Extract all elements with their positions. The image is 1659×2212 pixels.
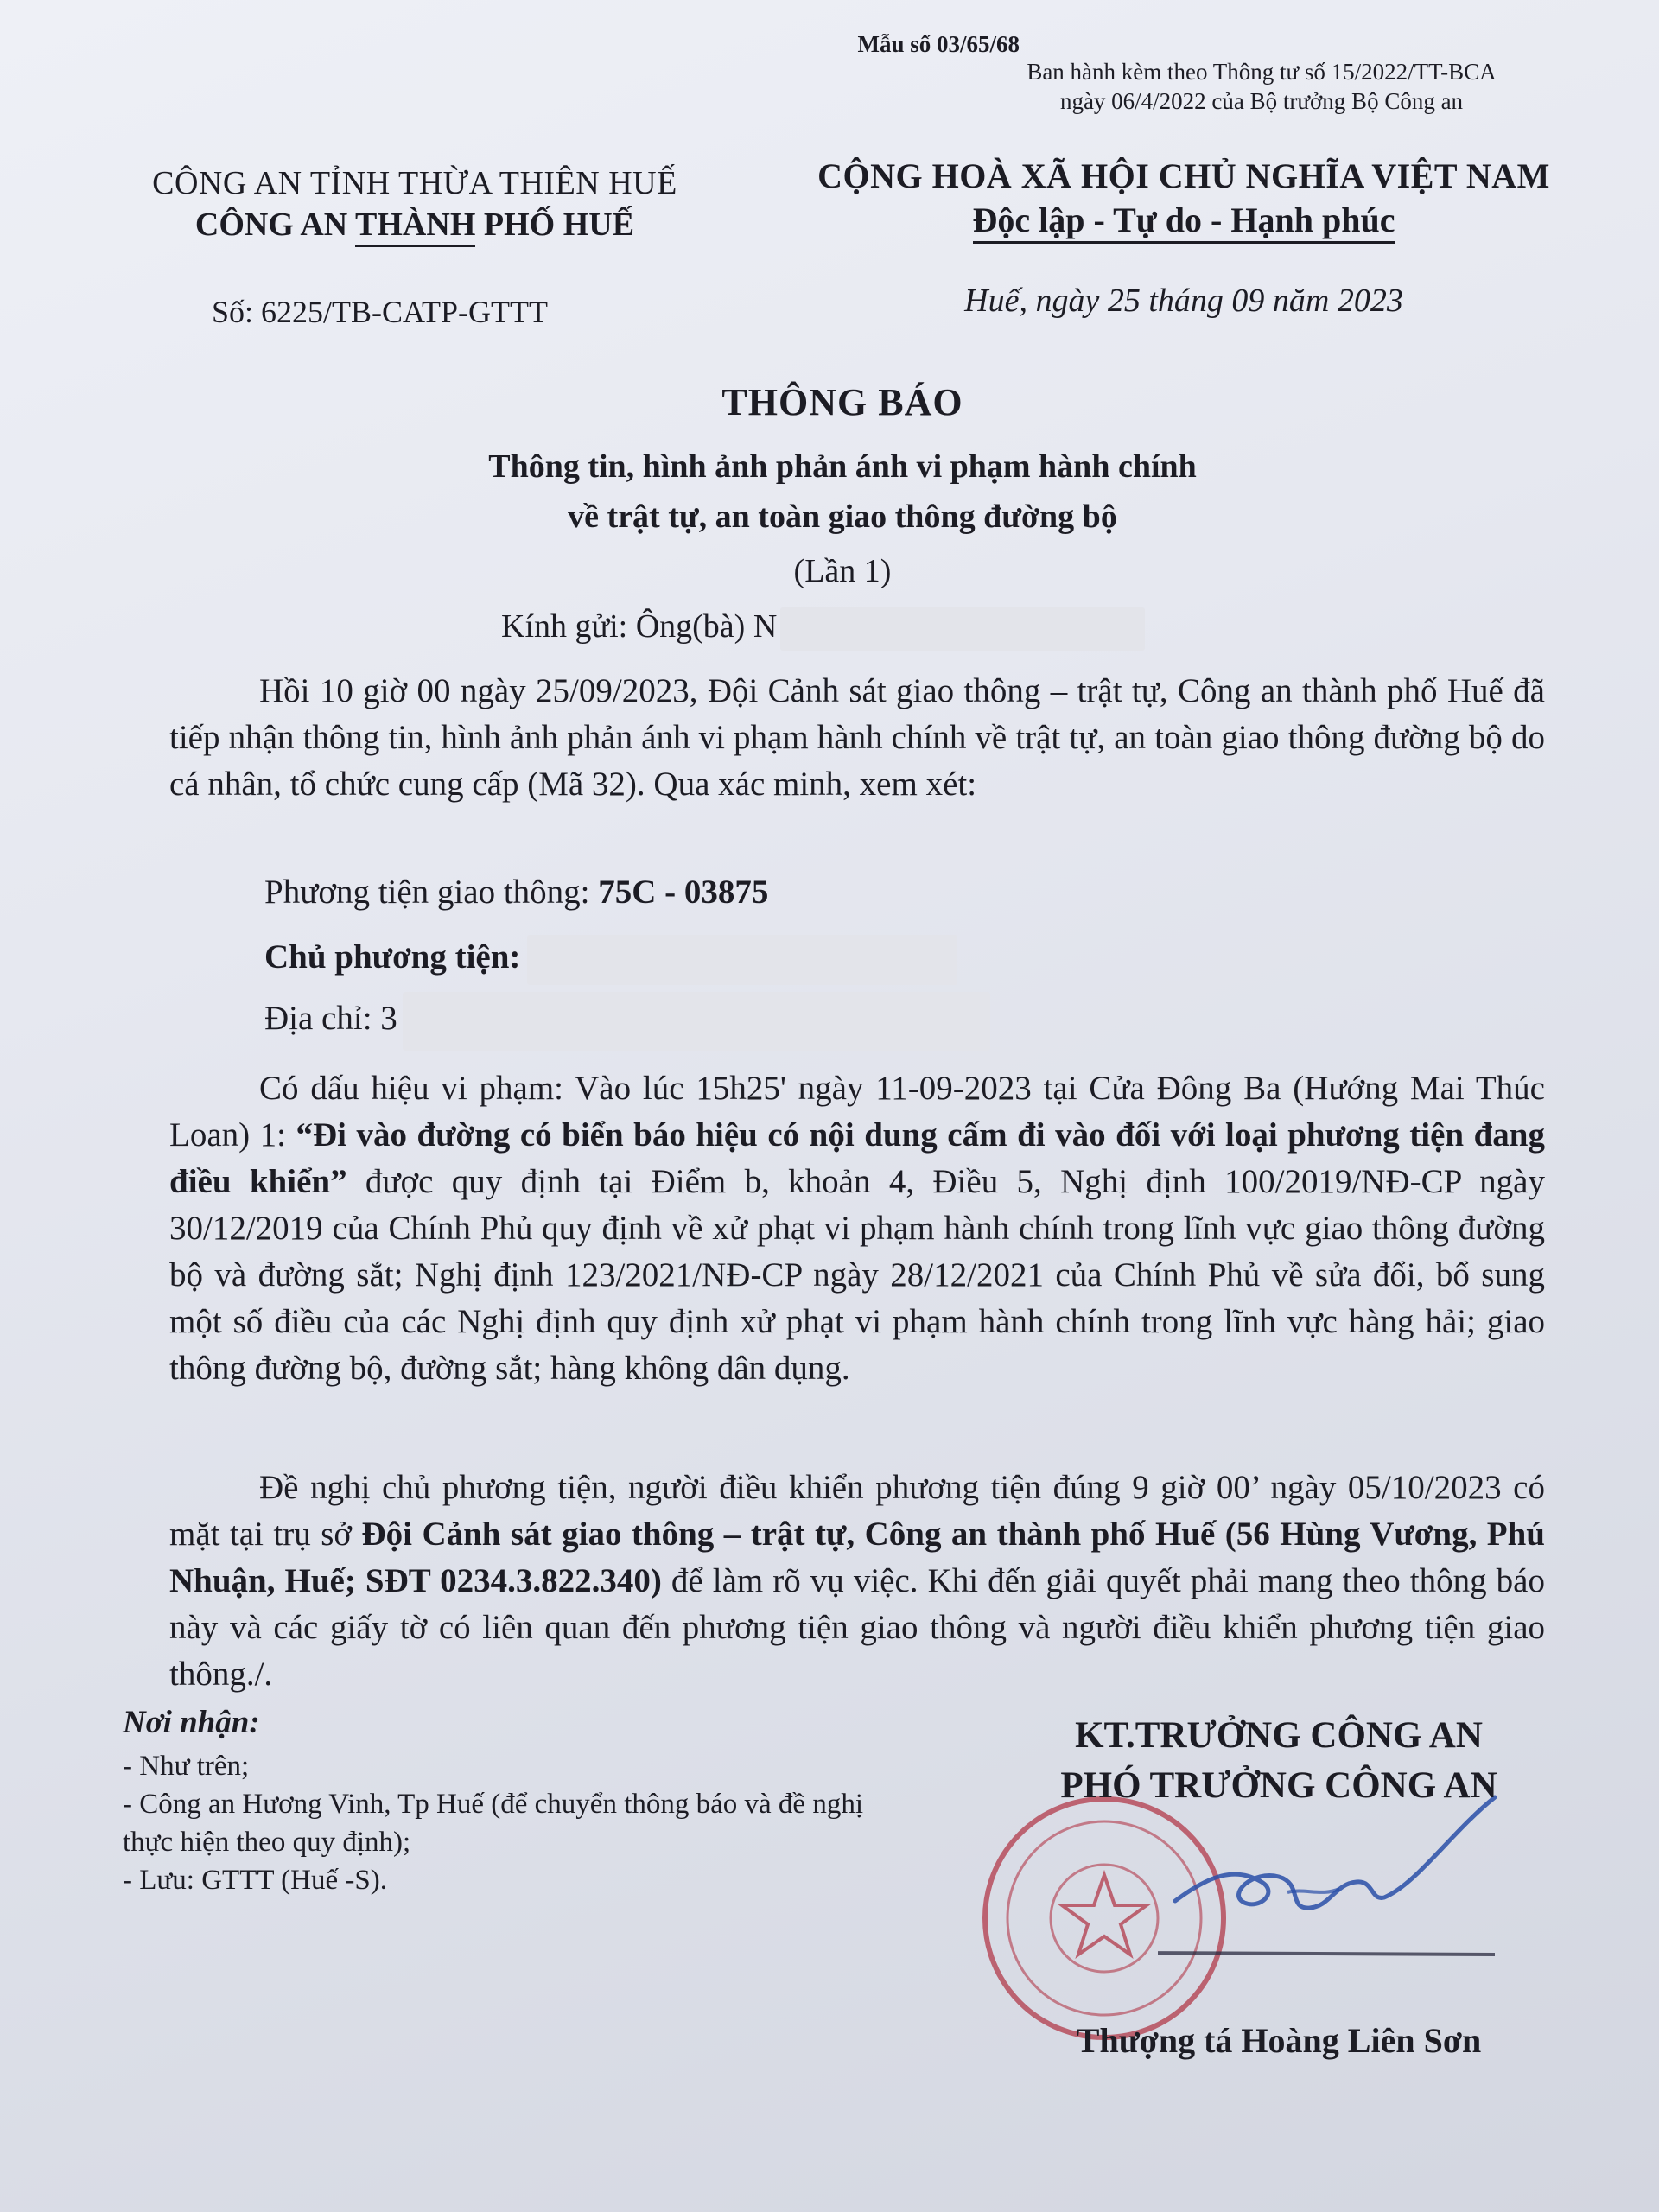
recipient-item: - Như trên; bbox=[123, 1751, 250, 1782]
parent-agency: CÔNG AN TỈNH THỪA THIÊN HUẾ bbox=[152, 165, 677, 201]
nation-name: CỘNG HOÀ XÃ HỘI CHỦ NGHĨA VIỆT NAM bbox=[817, 156, 1550, 195]
form-issuance-line1: Ban hành kèm theo Thông tư số 15/2022/TT-BCA bbox=[1027, 59, 1497, 85]
issuing-agency bbox=[104, 206, 726, 244]
vehicle-line bbox=[264, 873, 768, 912]
document-subtitle bbox=[0, 442, 1659, 542]
signer-authority: KT.TRƯỞNG CÔNG AN bbox=[1075, 1715, 1483, 1756]
form-issuance-line2: ngày 06/4/2022 của Bộ trưởng Bộ Công an bbox=[1059, 88, 1464, 114]
redaction-box bbox=[780, 607, 1145, 651]
redaction-box bbox=[403, 992, 990, 1051]
issuing-agency-part2: THÀNH bbox=[355, 207, 475, 247]
document-date: Huế, ngày 25 tháng 09 năm 2023 bbox=[964, 283, 1403, 319]
summons-intro: Đề nghị chủ phương tiện, người điều khiển phương tiện đúng 9 giờ 00’ ngày 05/10/2023 có mặt tại trụ sở bbox=[169, 1469, 1545, 1553]
vehicle-label: Phương tiện giao thông: bbox=[264, 874, 599, 911]
document-title: THÔNG BÁO bbox=[721, 381, 963, 423]
notice-round: (Lần 1) bbox=[793, 553, 892, 589]
issuing-agency-part1: CÔNG AN bbox=[194, 207, 356, 243]
vehicle-plate: 75C - 03875 bbox=[598, 874, 769, 911]
national-header bbox=[760, 156, 1607, 320]
recipient-item: - Lưu: GTTT (Huế -S). bbox=[123, 1865, 387, 1896]
summons-office: Đội Cảnh sát giao thông – trật tự, Công an thành phố Huế (56 Hùng Vương, Phú Nhuận, Huế; SĐT 0234.3.822.340) bbox=[169, 1516, 1545, 1599]
owner-label: Chủ phương tiện: bbox=[264, 938, 521, 976]
recipient-item: - Công an Hương Vinh, Tp Huế (để chuyển thông báo và đề nghị thực hiện theo quy định); bbox=[123, 1789, 863, 1858]
paragraph-receipt: Hồi 10 giờ 00 ngày 25/09/2023, Đội Cảnh sát giao thông – trật tự, Công an thành phố Huế đã tiếp nhận thông tin, hình ảnh phản ánh vi phạm hành chính về trật tự, an toàn giao thông đường bộ do cá nhân, tổ chức cung cấp (Mã 32). Qua xác minh, xem xét: bbox=[169, 672, 1545, 803]
paragraph-summons bbox=[169, 1465, 1545, 1698]
form-number: Mẫu số 03/65/68 bbox=[857, 31, 1020, 57]
signer-name: Thượng tá Hoàng Liên Sơn bbox=[1076, 2021, 1482, 2060]
violation-description: “Đi vào đường có biển báo hiệu có nội dung cấm đi vào đối với loại phương tiện đang điều khiển” bbox=[169, 1116, 1545, 1200]
issuing-agency-part3: PHỐ HUẾ bbox=[475, 207, 635, 243]
subtitle-line1: Thông tin, hình ảnh phản ánh vi phạm hành chính bbox=[488, 448, 1197, 485]
owner-line bbox=[264, 935, 957, 985]
title-block bbox=[0, 380, 1659, 590]
addressee bbox=[501, 607, 1145, 651]
form-issuance bbox=[985, 57, 1538, 116]
summons-instructions: để làm rõ vụ việc. Khi đến giải quyết phải mang theo thông báo này và các giấy tờ có liên quan đến phương tiện giao thông và người điều khiển phương tiện giao thông./. bbox=[169, 1562, 1545, 1693]
document-number: Số: 6225/TB-CATP-GTTT bbox=[212, 295, 549, 329]
address-label: Địa chỉ: 3 bbox=[264, 999, 397, 1037]
signature-block bbox=[968, 1711, 1590, 2061]
signer-title: PHÓ TRƯỞNG CÔNG AN bbox=[1060, 1765, 1497, 1806]
addressee-label: Kính gửi: Ông(bà) N bbox=[501, 608, 778, 645]
paragraph-violation bbox=[169, 1065, 1545, 1392]
address-line bbox=[264, 992, 990, 1051]
issuing-agency-header bbox=[104, 164, 726, 330]
subtitle-line2: về trật tự, an toàn giao thông đường bộ bbox=[568, 499, 1117, 535]
redaction-box bbox=[527, 935, 957, 985]
recipients-list bbox=[123, 1704, 900, 1899]
recipients-heading: Nơi nhận: bbox=[123, 1705, 260, 1740]
national-motto: Độc lập - Tự do - Hạnh phúc bbox=[973, 200, 1395, 244]
violation-legal-basis: được quy định tại Điểm b, khoản 4, Điều 5, Nghị định 100/2019/NĐ-CP ngày 30/12/2019 của Chính Phủ quy định về xử phạt vi phạm hành chính trong lĩnh vực giao thông đường bộ và đường sắt; Nghị định 123/2021/NĐ-CP ngày 28/12/2021 của Chính Phủ về sửa đổi, bổ sung một số điều của các Nghị định quy định xử phạt vi phạm hành chính trong lĩnh vực hàng hải; giao thông đường bộ, đường sắt; hàng không dân dụng. bbox=[169, 1163, 1545, 1387]
violation-intro: Có dấu hiệu vi phạm: Vào lúc 15h25' ngày 11-09-2023 tại Cửa Đông Ba (Hướng Mai Thúc Loan) 1: bbox=[169, 1070, 1545, 1154]
national-motto-wrap bbox=[760, 200, 1607, 240]
